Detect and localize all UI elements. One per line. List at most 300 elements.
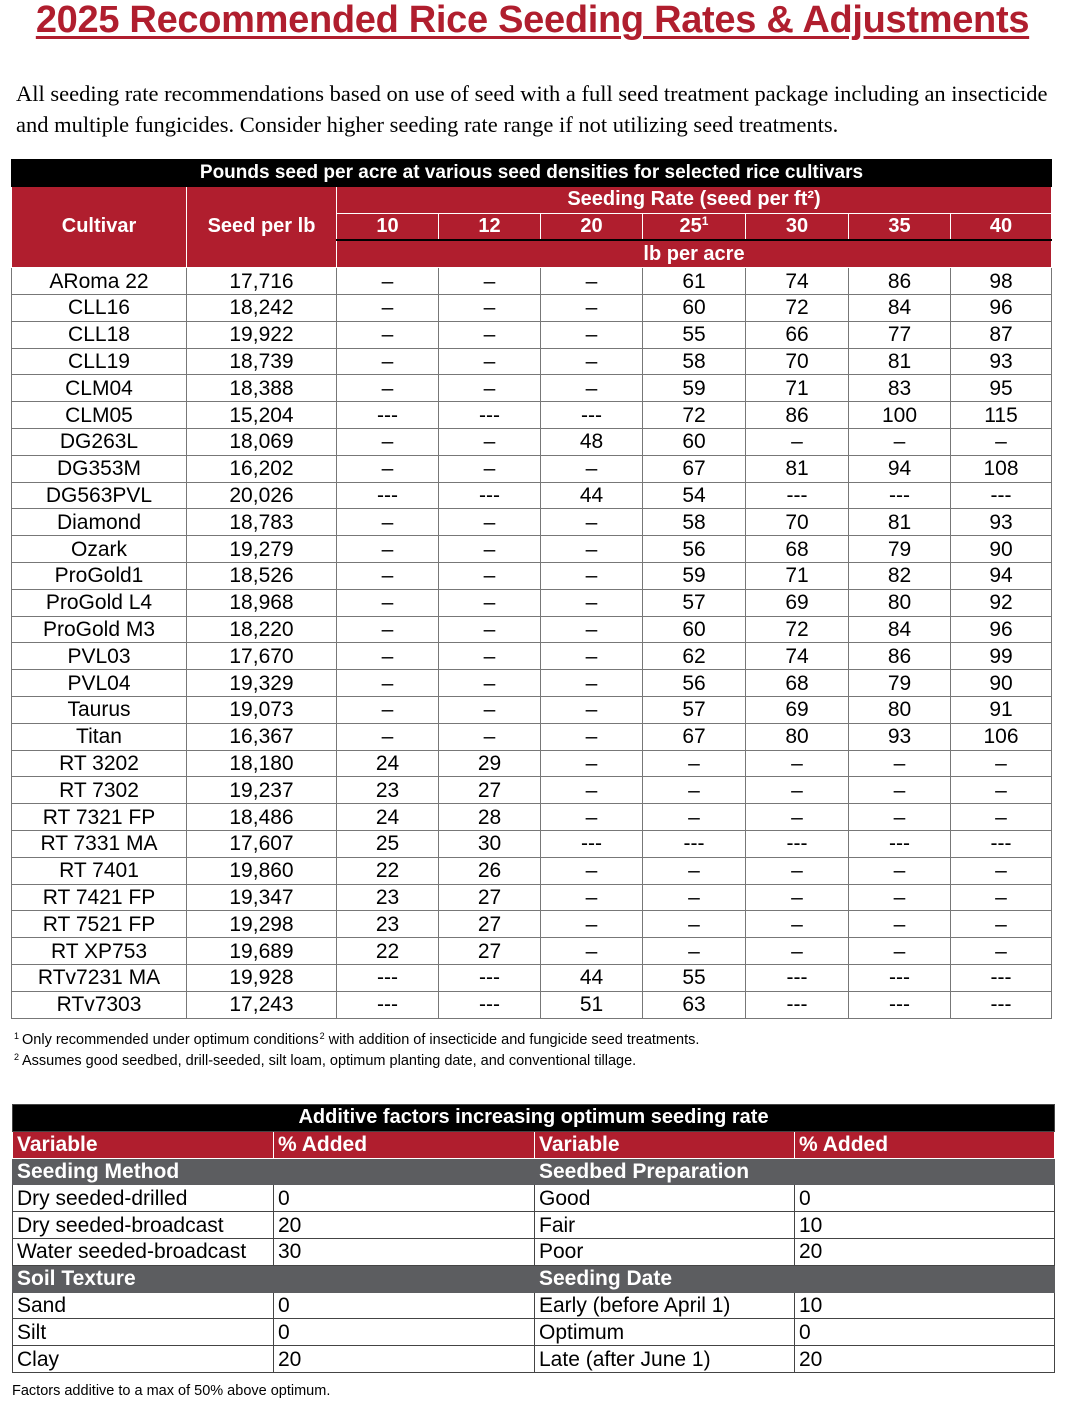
rate-cell: 99 — [951, 643, 1052, 670]
rate-cell: --- — [746, 964, 849, 991]
rate-cell: 90 — [951, 670, 1052, 697]
variable-cell: Dry seeded-broadcast — [13, 1212, 274, 1239]
rate-cell: 24 — [337, 750, 439, 777]
rate-cell: 86 — [746, 402, 849, 429]
rate-cell: --- — [951, 964, 1052, 991]
rate-cell: – — [541, 696, 643, 723]
section-header-row — [13, 1158, 1055, 1185]
seed-per-lb-cell: 18,968 — [187, 589, 337, 616]
rate-cell: – — [337, 536, 439, 563]
table-row — [13, 1238, 1055, 1265]
table-row — [12, 991, 1052, 1018]
page-title: 2025 Recommended Rice Seeding Rates & Adjustments — [35, 0, 1030, 41]
variable-cell: Poor — [535, 1238, 795, 1265]
seed-per-lb-cell: 18,486 — [187, 804, 337, 831]
rate-cell: – — [337, 696, 439, 723]
rate-cell: – — [541, 294, 643, 321]
rate-cell: – — [643, 938, 746, 965]
header-added-left: % Added — [274, 1131, 535, 1158]
rate-cell: 83 — [849, 375, 951, 402]
rate-cell: – — [337, 562, 439, 589]
cultivar-cell: ProGold M3 — [12, 616, 187, 643]
rate-cell: – — [439, 562, 541, 589]
seeding-rate-table — [11, 159, 1052, 1019]
cultivar-cell: PVL04 — [12, 670, 187, 697]
rate-cell: 30 — [439, 830, 541, 857]
rate-cell: – — [643, 911, 746, 938]
rate-cell: – — [541, 562, 643, 589]
rate-cell: --- — [337, 482, 439, 509]
cultivar-cell: DG563PVL — [12, 482, 187, 509]
rate-cell: – — [849, 804, 951, 831]
table-row — [12, 830, 1052, 857]
seed-per-lb-cell: 18,388 — [187, 375, 337, 402]
rate-cell: 56 — [643, 536, 746, 563]
table-row — [12, 884, 1052, 911]
rate-cell: --- — [643, 830, 746, 857]
cultivar-cell: Diamond — [12, 509, 187, 536]
rate-header-12: 12 — [439, 213, 541, 240]
rate-cell: 72 — [643, 402, 746, 429]
rate-cell: – — [439, 589, 541, 616]
rate-cell: --- — [849, 991, 951, 1018]
rate-cell: 86 — [849, 268, 951, 295]
cultivar-cell: RT 7401 — [12, 857, 187, 884]
rate-cell: – — [746, 428, 849, 455]
rate-cell: 93 — [951, 348, 1052, 375]
table-row — [12, 402, 1052, 429]
rate-cell: 58 — [643, 348, 746, 375]
seed-per-lb-cell: 16,202 — [187, 455, 337, 482]
rate-cell: 81 — [746, 455, 849, 482]
percent-added-cell: 30 — [274, 1238, 535, 1265]
rate-cell: – — [951, 938, 1052, 965]
rate-cell: --- — [849, 964, 951, 991]
table-row — [12, 670, 1052, 697]
seed-per-lb-cell: 18,783 — [187, 509, 337, 536]
rate-cell: – — [849, 428, 951, 455]
seed-per-lb-cell: 19,689 — [187, 938, 337, 965]
rate-cell: --- — [439, 482, 541, 509]
rate-cell: 62 — [643, 643, 746, 670]
rate-cell: – — [541, 643, 643, 670]
rate-cell: – — [439, 294, 541, 321]
rate-cell: – — [951, 884, 1052, 911]
rate-cell: – — [849, 884, 951, 911]
rate-cell: 51 — [541, 991, 643, 1018]
rate-cell: – — [337, 670, 439, 697]
rate-cell: 70 — [746, 509, 849, 536]
rate-cell: – — [439, 348, 541, 375]
table-row — [12, 911, 1052, 938]
rate-cell: 29 — [439, 750, 541, 777]
rate-cell: – — [849, 857, 951, 884]
percent-added-cell: 0 — [274, 1319, 535, 1346]
variable-cell: Dry seeded-drilled — [13, 1185, 274, 1212]
rate-cell: 22 — [337, 938, 439, 965]
rate-cell: – — [541, 938, 643, 965]
rate-cell: 44 — [541, 482, 643, 509]
rate-cell: – — [541, 536, 643, 563]
rate-cell: – — [746, 884, 849, 911]
rate-cell: – — [643, 777, 746, 804]
footnote-1: $^1$ Only recommended under optimum conditions$^2$ with addition of insecticide and fungicide seed treatments. — [14, 1031, 700, 1048]
rate-cell: – — [643, 857, 746, 884]
rate-cell: 80 — [849, 589, 951, 616]
rate-cell: 68 — [746, 536, 849, 563]
table-row — [12, 321, 1052, 348]
cultivar-cell: RT 3202 — [12, 750, 187, 777]
rate-cell: 24 — [337, 804, 439, 831]
rate-cell: 71 — [746, 562, 849, 589]
cultivar-cell: RT 7331 MA — [12, 830, 187, 857]
rate-cell: – — [746, 857, 849, 884]
rate-cell: 91 — [951, 696, 1052, 723]
rate-cell: – — [337, 509, 439, 536]
rate-group-header: Seeding Rate (seed per ft²) — [337, 186, 1052, 213]
rate-cell: 68 — [746, 670, 849, 697]
rate-header-40: 40 — [951, 213, 1052, 240]
variable-cell: Sand — [13, 1292, 274, 1319]
rate-cell: 90 — [951, 536, 1052, 563]
rate-cell: – — [951, 428, 1052, 455]
rate-cell: – — [439, 616, 541, 643]
rate-header-35: 35 — [849, 213, 951, 240]
variable-cell: Clay — [13, 1346, 274, 1373]
seed-per-lb-cell: 17,607 — [187, 830, 337, 857]
rate-cell: 80 — [746, 723, 849, 750]
rate-cell: 59 — [643, 562, 746, 589]
rate-cell: 69 — [746, 696, 849, 723]
seed-per-lb-cell: 19,237 — [187, 777, 337, 804]
rate-cell: 56 — [643, 670, 746, 697]
seed-per-lb-cell: 18,220 — [187, 616, 337, 643]
cultivar-cell: RT 7421 FP — [12, 884, 187, 911]
percent-added-cell: 20 — [795, 1238, 1055, 1265]
seed-per-lb-cell: 19,928 — [187, 964, 337, 991]
rate-cell: – — [541, 455, 643, 482]
rate-cell: – — [337, 616, 439, 643]
variable-cell: Silt — [13, 1319, 274, 1346]
rate-cell: – — [337, 375, 439, 402]
intro-paragraph: All seeding rate recommendations based on use of seed with a full seed treatment package including an insecticide and multiple fungicides. Consider higher seeding rate range if not utilizing seed treatments. — [16, 81, 1048, 137]
rate-cell: 79 — [849, 536, 951, 563]
rate-cell: 81 — [849, 348, 951, 375]
cultivar-cell: Taurus — [12, 696, 187, 723]
variable-cell: Optimum — [535, 1319, 795, 1346]
rate-cell: 25 — [337, 830, 439, 857]
unit-header: lb per acre — [337, 240, 1052, 267]
rate-cell: --- — [439, 964, 541, 991]
rate-cell: 27 — [439, 938, 541, 965]
rate-cell: – — [439, 696, 541, 723]
header-added-right: % Added — [795, 1131, 1055, 1158]
percent-added-cell: 20 — [795, 1346, 1055, 1373]
rate-cell: 82 — [849, 562, 951, 589]
variable-cell: Early (before April 1) — [535, 1292, 795, 1319]
rate-cell: 57 — [643, 696, 746, 723]
rate-cell: 57 — [643, 589, 746, 616]
rate-cell: – — [439, 428, 541, 455]
rate-header-20: 20 — [541, 213, 643, 240]
rate-cell: 28 — [439, 804, 541, 831]
rate-cell: – — [337, 643, 439, 670]
seed-per-lb-cell: 18,526 — [187, 562, 337, 589]
rate-cell: 93 — [951, 509, 1052, 536]
seed-per-lb-cell: 18,739 — [187, 348, 337, 375]
rate-cell: 69 — [746, 589, 849, 616]
header-variable-right: Variable — [535, 1131, 795, 1158]
rate-cell: 55 — [643, 964, 746, 991]
table-row — [12, 964, 1052, 991]
rate-cell: – — [337, 321, 439, 348]
rate-cell: --- — [337, 991, 439, 1018]
cultivar-cell: RT 7521 FP — [12, 911, 187, 938]
table-row — [12, 562, 1052, 589]
seed-per-lb-cell: 19,073 — [187, 696, 337, 723]
rate-cell: – — [849, 938, 951, 965]
seed-per-lb-cell: 15,204 — [187, 402, 337, 429]
rate-cell: – — [337, 294, 439, 321]
table-row — [13, 1319, 1055, 1346]
cultivar-cell: ProGold1 — [12, 562, 187, 589]
rate-cell: – — [541, 750, 643, 777]
rate-cell: – — [439, 536, 541, 563]
rate-cell: 23 — [337, 777, 439, 804]
rate-cell: --- — [951, 482, 1052, 509]
rate-cell: – — [643, 884, 746, 911]
rate-cell: – — [951, 857, 1052, 884]
table-row — [12, 938, 1052, 965]
cultivar-cell: PVL03 — [12, 643, 187, 670]
cultivar-cell: CLL16 — [12, 294, 187, 321]
percent-added-cell: 0 — [795, 1319, 1055, 1346]
rate-cell: – — [439, 375, 541, 402]
rate-cell: 59 — [643, 375, 746, 402]
rate-cell: – — [951, 804, 1052, 831]
rate-cell: --- — [439, 402, 541, 429]
rate-cell: – — [951, 777, 1052, 804]
cultivar-cell: CLL18 — [12, 321, 187, 348]
cultivar-cell: RTv7303 — [12, 991, 187, 1018]
table-row — [12, 455, 1052, 482]
table-row — [12, 536, 1052, 563]
rate-cell: – — [439, 455, 541, 482]
rate-cell: 93 — [849, 723, 951, 750]
rate-cell: – — [746, 777, 849, 804]
table-row — [12, 804, 1052, 831]
variable-cell: Water seeded-broadcast — [13, 1238, 274, 1265]
table-row — [12, 428, 1052, 455]
rate-cell: – — [643, 750, 746, 777]
rate-cell: – — [337, 723, 439, 750]
rate-cell: --- — [439, 991, 541, 1018]
seed-per-lb-cell: 17,243 — [187, 991, 337, 1018]
additive-table-caption: Additive factors increasing optimum seeding rate — [13, 1105, 1055, 1132]
rate-cell: 72 — [746, 616, 849, 643]
table-row — [12, 375, 1052, 402]
rate-cell: 74 — [746, 268, 849, 295]
rate-cell: – — [746, 911, 849, 938]
cultivar-cell: RTv7231 MA — [12, 964, 187, 991]
cultivar-cell: DG353M — [12, 455, 187, 482]
cultivar-cell: Ozark — [12, 536, 187, 563]
rate-cell: – — [439, 321, 541, 348]
header-variable-left: Variable — [13, 1131, 274, 1158]
rate-cell: 84 — [849, 294, 951, 321]
table-row — [13, 1346, 1055, 1373]
rate-cell: 54 — [643, 482, 746, 509]
rate-cell: – — [746, 804, 849, 831]
table-row — [12, 616, 1052, 643]
rate-cell: 96 — [951, 616, 1052, 643]
rate-cell: 98 — [951, 268, 1052, 295]
seed-per-lb-cell: 18,180 — [187, 750, 337, 777]
rate-cell: – — [541, 616, 643, 643]
rate-cell: 60 — [643, 616, 746, 643]
percent-added-cell: 0 — [274, 1292, 535, 1319]
rate-cell: – — [541, 884, 643, 911]
rate-cell: 94 — [951, 562, 1052, 589]
table-row — [12, 589, 1052, 616]
cultivar-cell: ARoma 22 — [12, 268, 187, 295]
rate-cell: 26 — [439, 857, 541, 884]
percent-added-cell: 10 — [795, 1212, 1055, 1239]
rate-cell: 27 — [439, 884, 541, 911]
rate-cell: --- — [849, 830, 951, 857]
rate-cell: --- — [951, 991, 1052, 1018]
rate-header-25: $25^1$ — [643, 213, 746, 240]
rate-cell: 87 — [951, 321, 1052, 348]
seed-per-lb-cell: 19,279 — [187, 536, 337, 563]
rate-cell: – — [541, 268, 643, 295]
rate-cell: – — [541, 375, 643, 402]
seed-per-lb-cell: 17,670 — [187, 643, 337, 670]
percent-added-cell: 20 — [274, 1212, 535, 1239]
seeding-table-caption: Pounds seed per acre at various seed densities for selected rice cultivars — [12, 160, 1052, 187]
col-header-cultivar: Cultivar — [12, 186, 187, 267]
rate-cell: 67 — [643, 455, 746, 482]
footnote-2: $^2$ Assumes good seedbed, drill-seeded, silt loam, optimum planting date, and conventional tillage. — [14, 1052, 637, 1069]
section-title-right: Seedbed Preparation — [535, 1158, 1055, 1185]
cultivar-cell: Titan — [12, 723, 187, 750]
rate-cell: 77 — [849, 321, 951, 348]
table-row — [13, 1185, 1055, 1212]
rate-cell: --- — [337, 402, 439, 429]
table-row — [12, 294, 1052, 321]
rate-cell: 58 — [643, 509, 746, 536]
rate-cell: 63 — [643, 991, 746, 1018]
rate-cell: --- — [746, 482, 849, 509]
rate-cell: – — [746, 938, 849, 965]
rate-cell: – — [541, 321, 643, 348]
rate-cell: – — [439, 723, 541, 750]
rate-cell: – — [541, 911, 643, 938]
rate-cell: 67 — [643, 723, 746, 750]
percent-added-cell: 20 — [274, 1346, 535, 1373]
rate-cell: – — [951, 911, 1052, 938]
rate-cell: – — [337, 589, 439, 616]
rate-cell: 115 — [951, 402, 1052, 429]
seed-per-lb-cell: 19,347 — [187, 884, 337, 911]
table-row — [13, 1212, 1055, 1239]
rate-cell: 48 — [541, 428, 643, 455]
percent-added-cell: 10 — [795, 1292, 1055, 1319]
rate-cell: 66 — [746, 321, 849, 348]
table-row — [12, 750, 1052, 777]
rate-cell: 71 — [746, 375, 849, 402]
rate-header-30: 30 — [746, 213, 849, 240]
rate-cell: 74 — [746, 643, 849, 670]
rate-cell: – — [541, 670, 643, 697]
cultivar-cell: CLM05 — [12, 402, 187, 429]
rate-cell: – — [337, 428, 439, 455]
rate-cell: 61 — [643, 268, 746, 295]
cultivar-cell: CLM04 — [12, 375, 187, 402]
additive-factors-table — [12, 1104, 1055, 1373]
rate-cell: 55 — [643, 321, 746, 348]
table-row — [12, 509, 1052, 536]
rate-cell: --- — [951, 830, 1052, 857]
rate-cell: 27 — [439, 777, 541, 804]
rate-header-10: 10 — [337, 213, 439, 240]
rate-cell: 108 — [951, 455, 1052, 482]
seed-per-lb-cell: 17,716 — [187, 268, 337, 295]
rate-cell: 44 — [541, 964, 643, 991]
seed-per-lb-cell: 19,329 — [187, 670, 337, 697]
cultivar-cell: RT XP753 — [12, 938, 187, 965]
rate-cell: 95 — [951, 375, 1052, 402]
rate-cell: 22 — [337, 857, 439, 884]
rate-cell: – — [337, 348, 439, 375]
rate-cell: 23 — [337, 884, 439, 911]
rate-cell: – — [541, 804, 643, 831]
variable-cell: Late (after June 1) — [535, 1346, 795, 1373]
seed-per-lb-cell: 16,367 — [187, 723, 337, 750]
rate-cell: – — [337, 455, 439, 482]
rate-cell: --- — [337, 964, 439, 991]
section-title-left: Seeding Method — [13, 1158, 535, 1185]
seed-per-lb-cell: 19,298 — [187, 911, 337, 938]
rate-cell: – — [541, 509, 643, 536]
cultivar-cell: DG263L — [12, 428, 187, 455]
table-row — [13, 1292, 1055, 1319]
percent-added-cell: 0 — [795, 1185, 1055, 1212]
seed-per-lb-cell: 19,922 — [187, 321, 337, 348]
rate-cell: – — [541, 857, 643, 884]
rate-cell: 81 — [849, 509, 951, 536]
rate-cell: – — [337, 268, 439, 295]
table-row — [12, 268, 1052, 295]
rate-cell: 106 — [951, 723, 1052, 750]
rate-cell: – — [951, 750, 1052, 777]
rate-cell: 27 — [439, 911, 541, 938]
rate-cell: --- — [541, 830, 643, 857]
cultivar-cell: ProGold L4 — [12, 589, 187, 616]
rate-cell: 23 — [337, 911, 439, 938]
col-header-seed-per-lb: Seed per lb — [187, 186, 337, 267]
rate-cell: 100 — [849, 402, 951, 429]
table-row — [12, 482, 1052, 509]
rate-cell: – — [849, 777, 951, 804]
cultivar-cell: CLL19 — [12, 348, 187, 375]
seed-per-lb-cell: 18,242 — [187, 294, 337, 321]
seed-per-lb-cell: 20,026 — [187, 482, 337, 509]
rate-cell: 60 — [643, 294, 746, 321]
section-header-row — [13, 1265, 1055, 1292]
rate-cell: 60 — [643, 428, 746, 455]
rate-cell: --- — [746, 830, 849, 857]
